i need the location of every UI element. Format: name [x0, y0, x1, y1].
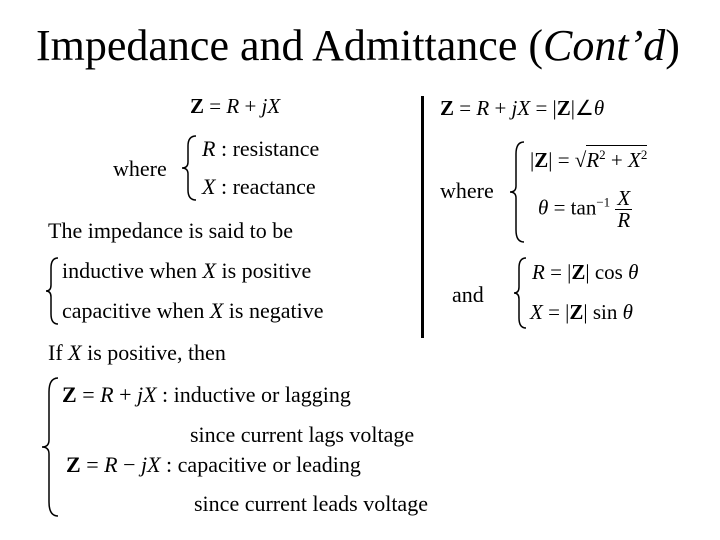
- if-positive-text: If X is positive, then: [48, 340, 226, 365]
- angle-equation: $\theta = \tan^{-1}$ $\frac{X}{R}$: [538, 186, 631, 232]
- resistance-component-equation: R = |Z| cos θ: [532, 260, 639, 284]
- capacitive-condition: capacitive when X is negative: [62, 298, 324, 323]
- where-label-right: where: [440, 178, 494, 203]
- inductive-case-equation: Z = R + jX : inductive or lagging: [62, 382, 351, 407]
- resistance-definition: R : resistance: [202, 136, 320, 161]
- page-title: Impedance and Admittance (Cont’d): [36, 21, 680, 70]
- polar-form-equation: Z = R + jX = |Z|∠θ: [440, 96, 605, 120]
- inductive-case-note: since current lags voltage: [190, 422, 415, 447]
- reactance-component-equation: X = |Z| sin θ: [530, 300, 633, 324]
- inductive-condition: inductive when X is positive: [62, 258, 312, 283]
- brace-modes: [44, 256, 62, 326]
- magnitude-equation: $|Z| = √R^2 + X^2$: [530, 147, 648, 172]
- reactance-definition: X : reactance: [202, 174, 316, 199]
- brace-cases: [40, 376, 62, 518]
- and-label: and: [452, 282, 484, 307]
- where-label-left: where: [113, 156, 167, 181]
- brace-polar: [508, 140, 528, 244]
- capacitive-case-note: since current leads voltage: [194, 491, 428, 516]
- brace-definitions: [180, 134, 200, 202]
- capacitive-case-equation: Z = R − jX : capacitive or leading: [66, 452, 361, 477]
- said-to-be-text: The impedance is said to be: [48, 218, 293, 243]
- brace-components: [512, 256, 530, 330]
- impedance-equation: Z = R + jX: [190, 94, 281, 118]
- column-divider: [421, 96, 424, 338]
